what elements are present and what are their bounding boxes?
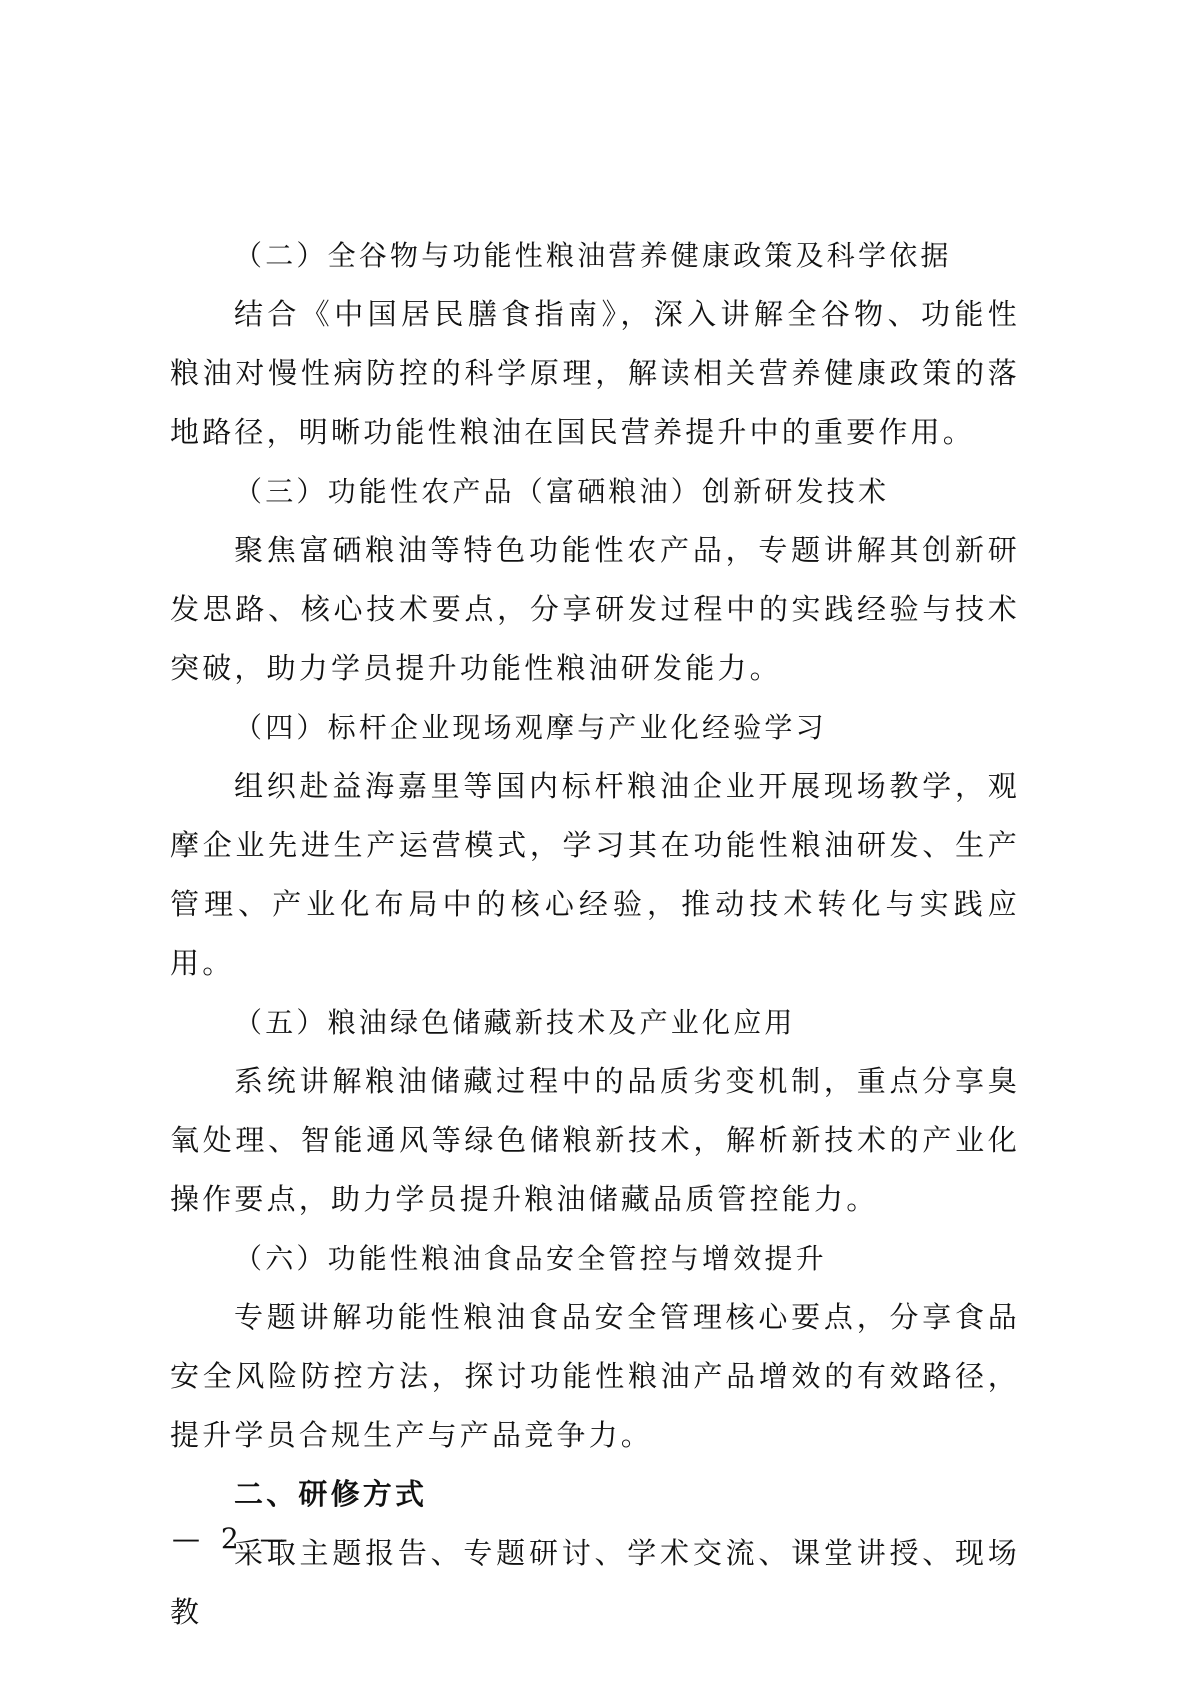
section-heading-study-method: 二、研修方式 — [234, 1477, 428, 1511]
subsection-heading-5: （五）粮油绿色储藏新技术及产业化应用 — [234, 1006, 796, 1039]
subsection-paragraph-2: 结合《中国居民膳食指南》，深入讲解全谷物、功能性粮油对慢性病防控的科学原理，解读相关营养健康政策的落地路径，明晰功能性粮油在国民营养提升中的重要作用。 — [170, 297, 1020, 449]
section-paragraph-study-method: 采取主题报告、专题研讨、学术交流、课堂讲授、现场教 — [170, 1536, 1020, 1629]
subsection-paragraph-4: 组织赴益海嘉里等国内标杆粮油企业开展现场教学，观摩企业先进生产运营模式，学习其在功能性粮油研发、生产管理、产业化布局中的核心经验，推动技术转化与实践应用。 — [170, 769, 1020, 980]
subsection-heading-3: （三）功能性农产品（富硒粮油）创新研发技术 — [234, 475, 890, 508]
subsection-paragraph-6: 专题讲解功能性粮油食品安全管理核心要点，分享食品安全风险防控方法，探讨功能性粮油产品增效的有效路径，提升学员合规生产与产品竞争力。 — [170, 1300, 1020, 1452]
document-body — [170, 226, 1020, 1642]
subsection-heading-6: （六）功能性粮油食品安全管控与增效提升 — [234, 1242, 827, 1275]
subsection-heading-2: （二）全谷物与功能性粮油营养健康政策及科学依据 — [234, 239, 952, 272]
subsection-paragraph-3: 聚焦富硒粮油等特色功能性农产品，专题讲解其创新研发思路、核心技术要点，分享研发过程中的实践经验与技术突破，助力学员提升功能性粮油研发能力。 — [170, 533, 1020, 685]
subsection-paragraph-5: 系统讲解粮油储藏过程中的品质劣变机制，重点分享臭氧处理、智能通风等绿色储粮新技术，解析新技术的产业化操作要点，助力学员提升粮油储藏品质管控能力。 — [170, 1064, 1020, 1216]
subsection-heading-4: （四）标杆企业现场观摩与产业化经验学习 — [234, 711, 827, 744]
page-number: — 2 — — [172, 1522, 294, 1555]
